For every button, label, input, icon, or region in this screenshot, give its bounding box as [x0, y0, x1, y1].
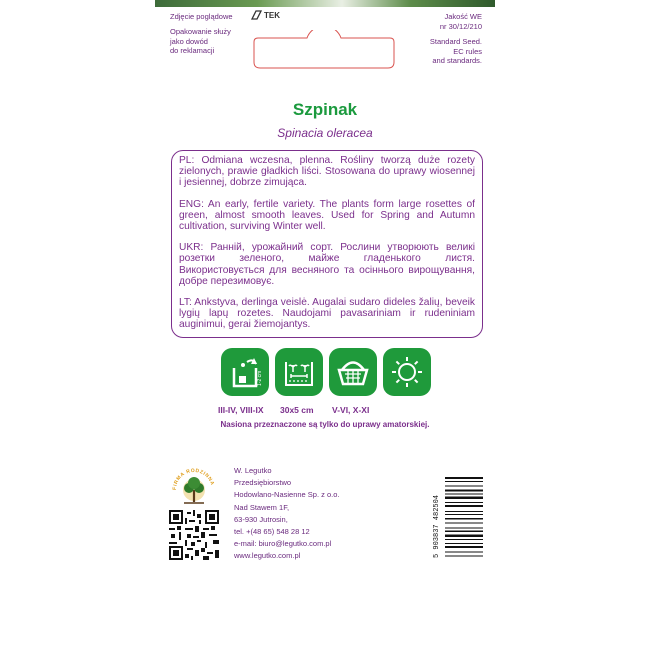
logo-arc-text: FIRMA RODZINNA [171, 468, 216, 491]
description-en: ENG: An early, fertile variety. The plants form large rosettes of green, almost smooth leaves. Used for Spring and Autumn cultivation, surviving Winter well. [179, 198, 475, 233]
barcode [433, 475, 485, 560]
cultivation-icons [221, 348, 431, 396]
spacing-icon [275, 348, 323, 396]
tek-leaf-icon [251, 10, 262, 20]
company-line: Hodowlano-Nasienne Sp. z o.o. [234, 490, 340, 500]
company-street: Nad Stawem 1F, [234, 502, 290, 512]
product-photo-strip [155, 0, 495, 7]
sowing-time-icon [221, 348, 269, 396]
packaging-note [170, 27, 231, 56]
company-line: Przedsiębiorstwo [234, 478, 292, 488]
tek-label: TEK [264, 10, 280, 20]
sun-icon [383, 348, 431, 396]
company-website: www.legutko.com.pl [234, 551, 301, 561]
standard-line: and standards. [432, 56, 482, 65]
standard-line: Standard Seed. [429, 37, 482, 46]
product-latin-name: Spinacia oleracea [277, 126, 373, 140]
qr-code [169, 510, 219, 560]
sowing-time-caption: III-IV, VIII-IX [218, 405, 264, 415]
sowing-depth-label: 1-2 cm [257, 370, 263, 386]
company-name: W. Legutko [234, 466, 272, 475]
description-box [171, 150, 483, 338]
quality-line: nr 30/12/210 [439, 21, 482, 31]
description-ukr: UKR: Ранній, урожайний сорт. Рослини утворюють великі розетки зеленого, майже гладенького листя. Використовується для весняного та осіннього вирощування, добре перезимовує. [179, 242, 475, 287]
barcode-number: 5 903837 482504 [433, 494, 441, 558]
packaging-note-line: jako dowód [170, 36, 208, 46]
company-city: 63-930 Jutrosin, [234, 514, 288, 524]
family-firm-logo [170, 468, 218, 508]
packaging-note-line: do reklamacji [170, 46, 215, 55]
standard-line: EC rules [453, 46, 482, 56]
quality-note [380, 12, 482, 31]
product-name: Szpinak [292, 100, 358, 119]
quality-line: Jakość WE [444, 12, 482, 21]
photo-note: Zdjęcie poglądowe [170, 12, 233, 21]
harvest-basket-icon [329, 348, 377, 396]
packaging-note-line: Opakowanie służy [170, 27, 231, 36]
harvest-caption: V-VI, X-XI [332, 405, 370, 415]
spacing-caption: 30x5 cm [280, 405, 314, 415]
amateur-use-notice: Nasiona przeznaczone są tylko do uprawy amatorskiej. [220, 420, 430, 429]
company-email: e-mail: biuro@legutko.com.pl [234, 539, 332, 549]
description-lt: LT: Ankstyva, derlinga veislė. Augalai sudaro dideles žalių, beveik lygių lapų rozetes. Naudojami pavasariniam ir rudeniniam auginimui, gerai žiemojantys. [179, 297, 475, 331]
description-pl: PL: Odmiana wczesna, plenna. Rośliny tworzą duże rozety zielonych, prawie gładkich liści. Stosowana do uprawy wiosennej i jesiennej, dobrze zimująca. [179, 155, 475, 189]
tek-mark [251, 10, 280, 20]
company-address [234, 465, 339, 563]
hanger-hole-outline [252, 30, 396, 70]
company-phone: tel. +(48 65) 548 28 12 [234, 527, 310, 537]
